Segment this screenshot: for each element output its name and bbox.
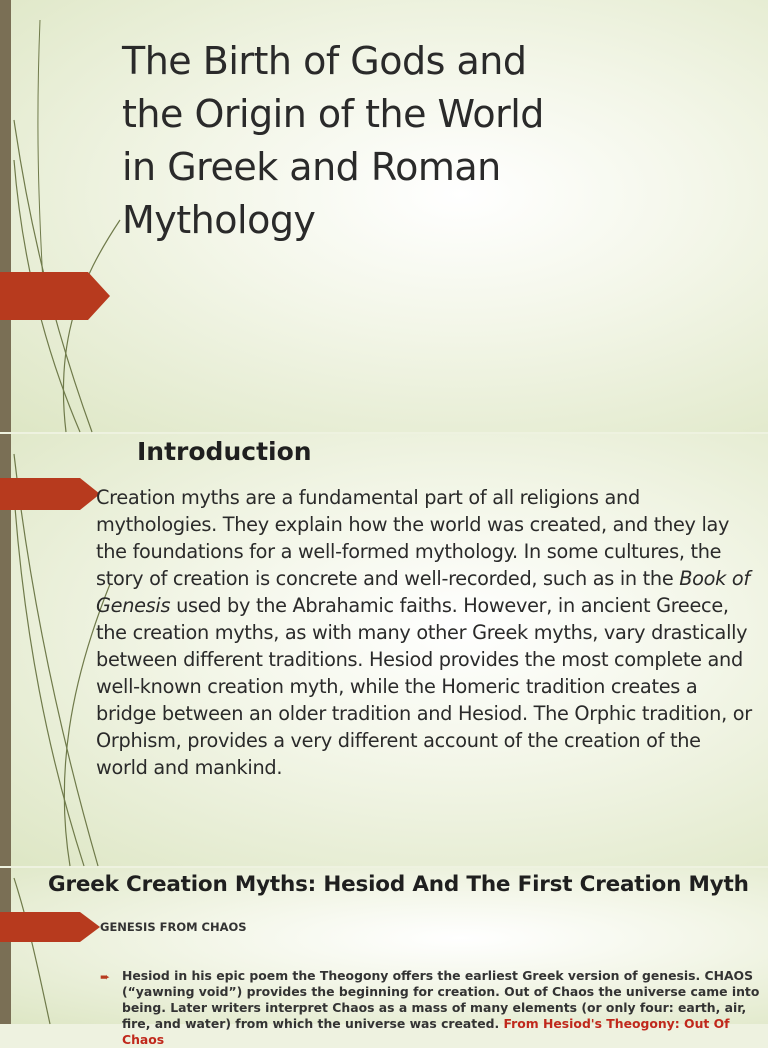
- title-line: the Origin of the World: [122, 92, 544, 136]
- title-line: Mythology: [122, 198, 316, 242]
- bullet-text: Hesiod in his epic poem the Theogony offers the earliest Greek version of genesis. CHAOS (“yawning void”) provides the beginning for creation. Out of Chaos the universe came into being. Later writers interpret Chaos as a mass of many elements (or only four: earth, air, fire, and water) from which the universe was created. From Hesiod's Theogony: Out Of Chaos: [122, 968, 760, 1047]
- title-line: in Greek and Roman: [122, 145, 501, 189]
- slide-title: [122, 35, 642, 247]
- left-bar: [0, 868, 11, 1024]
- red-arrow-marker: [0, 912, 100, 942]
- red-link-text[interactable]: From Hesiod's Theogony: Out Of Chaos: [122, 1016, 730, 1047]
- red-arrow-marker: [0, 478, 100, 510]
- subheading: GENESIS FROM CHAOS: [100, 920, 247, 934]
- book-title: Book of Genesis: [96, 567, 750, 617]
- decorative-vines: [0, 0, 140, 432]
- title-slide: [0, 0, 768, 432]
- intro-paragraph: Creation myths are a fundamental part of all religions and mythologies. They explain how the world was created, and they lay the foundations for a well-formed mythology. In some cultures, the story of creation is concrete and well-recorded, such as in the Book of Genesis used by the Abrahamic faiths. However, in ancient Greece, the creation myths, as with many other Greek myths, vary drastically between different traditions. Hesiod provides the most complete and well-known creation myth, while the Homeric tradition creates a bridge between an older tradition and Hesiod. The Orphic tradition, or Orphism, provides a very different account of the creation of the world and mankind.: [96, 486, 752, 779]
- creation-slide: [0, 868, 768, 1047]
- intro-heading: Introduction: [137, 437, 312, 466]
- red-arrow-marker: [0, 272, 110, 320]
- intro-slide: [0, 434, 768, 866]
- section-heading: Greek Creation Myths: Hesiod And The First Creation Myth: [48, 872, 749, 897]
- left-bar: [0, 0, 11, 432]
- arrow-bullet-icon: ➨: [100, 970, 111, 984]
- title-line: The Birth of Gods and: [122, 39, 527, 83]
